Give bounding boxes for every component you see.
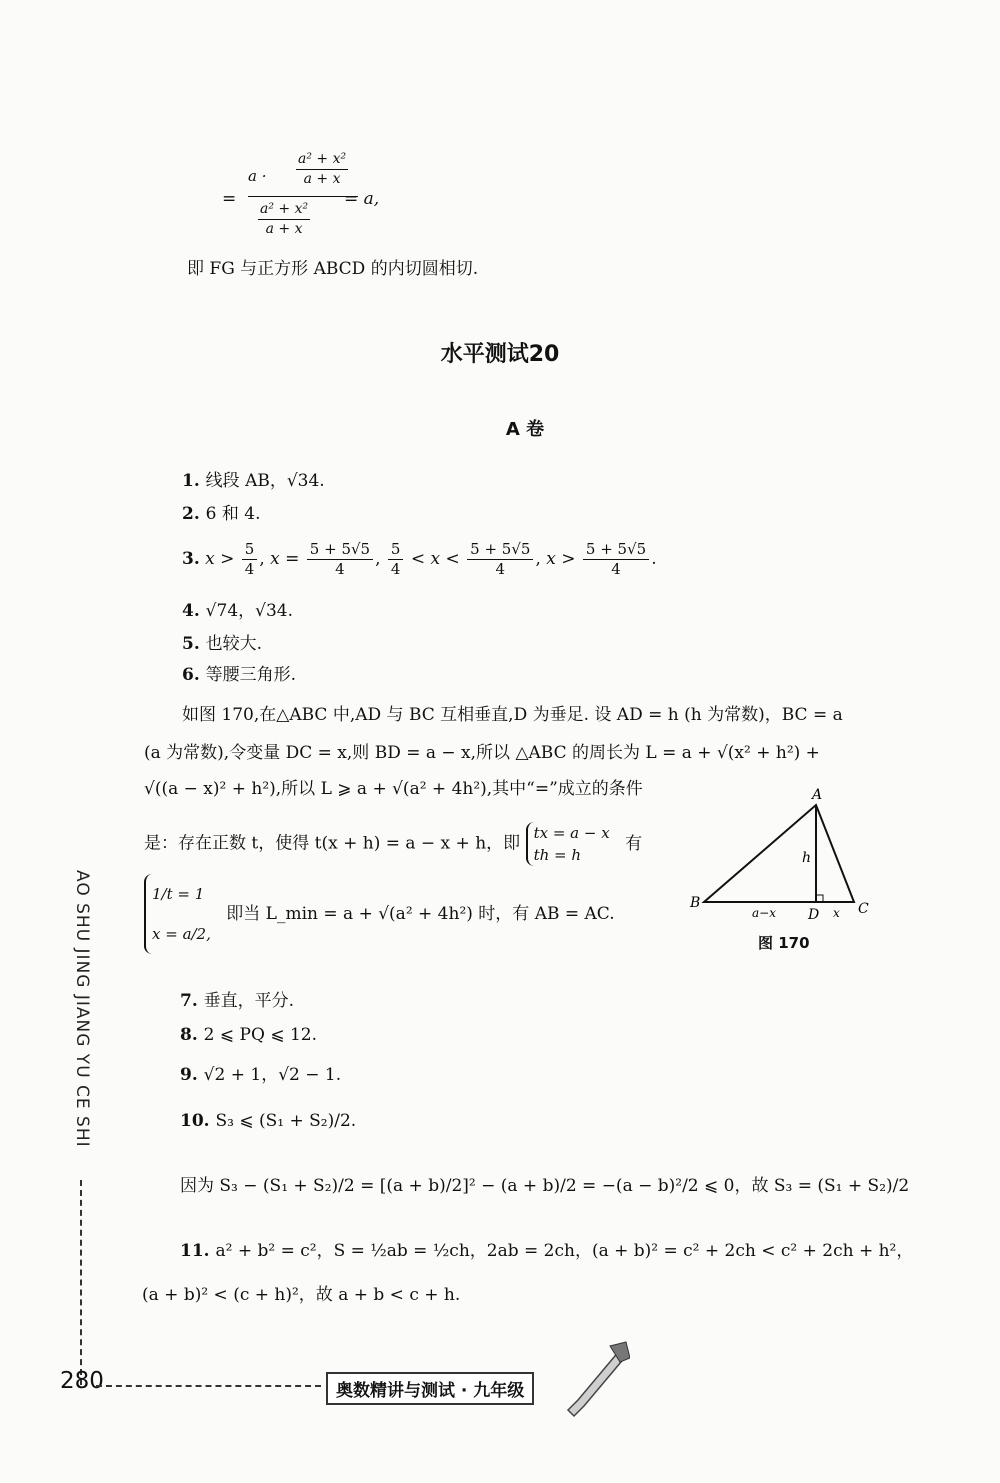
side-book-title: AO SHU JING JIANG YU CE SHI: [72, 870, 92, 1148]
eq-suffix: = a,: [344, 189, 380, 209]
side-dashed-line: [80, 1180, 82, 1385]
triangle-diagram: [686, 785, 886, 925]
label-h: h: [802, 850, 812, 866]
page-number: 280: [60, 1368, 104, 1394]
den-frac-den: a + x: [265, 221, 303, 237]
answer-6-para-4: 是：存在正数 t，使得 t(x + h) = a − x + h，即 tx = a − x th = h 有: [144, 824, 643, 864]
label-c: C: [858, 901, 869, 917]
answer-6-para-5: 1/t = 1 x = a/2, 即当 L_min = a + √(a² + 4h²) 时，有 AB = AC.: [144, 874, 615, 954]
answer-8: 8. 2 ⩽ PQ ⩽ 12.: [180, 1025, 318, 1045]
answer-10-explain: 因为 S₃ − (S₁ + S₂)/2 = [(a + b)/2]² − (a + b)/2 = −(a − b)²/2 ⩽ 0，故 S₃ = (S₁ + S₂)/2: [180, 1176, 910, 1196]
answer-6-para-3: √((a − x)² + h²),所以 L ⩾ a + √(a² + 4h²),其中“=”成立的条件: [144, 779, 643, 799]
answer-6: 6. 等腰三角形.: [182, 665, 297, 685]
label-b: B: [690, 895, 701, 911]
answer-5: 5. 也较大.: [182, 634, 263, 654]
answer-2: 2. 6 和 4.: [182, 504, 261, 524]
den-frac-num: a² + x²: [258, 200, 310, 220]
num-frac-num: a² + x²: [296, 150, 348, 170]
footer-book-title: 奥数精讲与测试 · 九年级: [326, 1372, 534, 1405]
top-conclusion: 即 FG 与正方形 ABCD 的内切圆相切.: [187, 259, 479, 279]
num-a: a ·: [248, 167, 267, 185]
num-frac-den: a + x: [303, 171, 341, 187]
answer-9: 9. √2 + 1，√2 − 1.: [180, 1065, 342, 1085]
eq-prefix: =: [222, 189, 237, 209]
answer-10: 10. S₃ ⩽ (S₁ + S₂)/2.: [180, 1111, 357, 1131]
label-d: D: [808, 907, 820, 923]
pen-icon: [560, 1340, 630, 1420]
answer-4: 4. √74，√34.: [182, 601, 294, 621]
section-title: A 卷: [505, 419, 545, 440]
answer-11-cont: (a + b)² < (c + h)²，故 a + b < c + h.: [142, 1285, 461, 1305]
page-title: 水平测试20: [440, 342, 560, 367]
answer-3: 3. x > $\frac{5}{4}$ , x = $\frac{5 + 5√5}{4}$ , $\frac{5}{4}$ < x < $\frac{5 + 5√5}{4}$ , x > $\frac{5 + 5√5}{4}$ .: [182, 540, 657, 578]
figure-caption: 图 170: [758, 934, 810, 952]
label-x: x: [833, 906, 840, 920]
answer-6-para-1: 如图 170,在△ABC 中,AD 与 BC 互相垂直,D 为垂足. 设 AD = h (h 为常数)，BC = a: [182, 705, 843, 725]
figure-170: [686, 785, 886, 960]
label-a-minus-x: a−x: [752, 906, 776, 920]
answer-6-para-2: (a 为常数),令变量 DC = x,则 BD = a − x,所以 △ABC 的周长为 L = a + √(x² + h²) +: [144, 743, 820, 763]
top-equation: [222, 150, 422, 250]
answer-7: 7. 垂直，平分.: [180, 991, 295, 1011]
footer-dashed-line: [96, 1385, 321, 1387]
answer-1: 1. 线段 AB，√34.: [182, 471, 325, 491]
answer-11: 11. a² + b² = c²，S = ½ab = ½ch，2ab = 2ch，(a + b)² = c² + 2ch < c² + 2ch + h²，: [180, 1241, 914, 1261]
label-a: A: [812, 787, 823, 803]
